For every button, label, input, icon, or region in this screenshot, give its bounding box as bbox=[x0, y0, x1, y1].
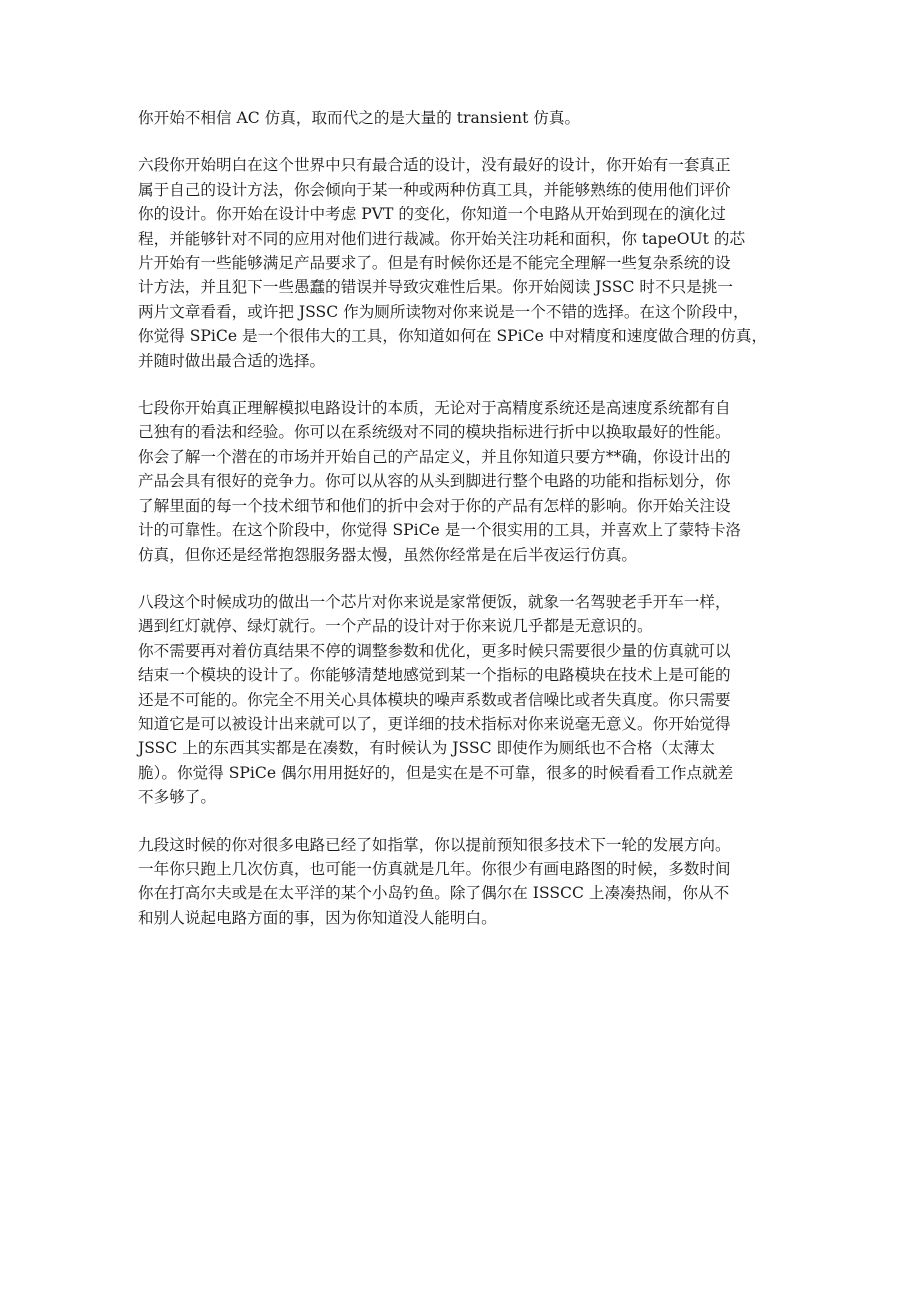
paragraph-ac-simulation: 你开始不相信 AC 仿真，取而代之的是大量的 transient 仿真。 bbox=[138, 109, 581, 127]
paragraph-level-six: 六段你开始明白在这个世界中只有最合适的设计，没有最好的设计，你开始有一套真正 属于自己的设计方法，你会倾向于某一种或两种仿真工具，并能够熟练的使用他们评价 你的设计。你开始在设计中考虑 PVT 的变化，你知道一个电路从开始到现在的演化过 程，并能够针对不同的应用对他们进行裁减。你开始关注功耗和面积，你 tapeOUt 的芯 片开始有一些能够满足产品要求了。但是有时候你还是不能完全理解一些复杂系统的设 计方法，并且犯下一些愚蠢的错误并导致灾难性后果。你开始阅读 JSSC 时不只是挑一 两片文章看看，或许把 JSSC 作为厕所读物对你来说是一个不错的选择。在这个阶段中， 你觉得 SPiCe 是一个很伟大的工具，你知道如何在 SPiCe 中对精度和速度做合理的仿真， 并随时做出最合适的选择。 bbox=[138, 156, 768, 370]
paragraph-level-nine: 九段这时候的你对很多电路已经了如指掌，你以提前预知很多技术下一轮的发展方向。 一年你只跑上几次仿真，也可能一仿真就是几年。你很少有画电路图的时候，多数时间 你在打高尔夫或是在太平洋的某个小岛钓鱼。除了偶尔在 ISSCC 上凑凑热闹，你从不 和别人说起电路方面的事，因为你知道没人能明白。 bbox=[138, 835, 731, 927]
paragraph-level-seven: 七段你开始真正理解模拟电路设计的本质，无论对于高精度系统还是高速度系统都有自 己独有的看法和经验。你可以在系统级对不同的模块指标进行折中以换取最好的性能。 你会了解一个潜在的市场并开始自己的产品定义，并且你知道只要方**确，你设计出的 产品会具有很好的竞争力。你可以从容的从头到脚进行整个电路的功能和指标划分，你 了解里面的每一个技术细节和他们的折中会对于你的产品有怎样的影响。你开始关注设 计的可靠性。在这个阶段中，你觉得 SPiCe 是一个很实用的工具，并喜欢上了蒙特卡洛 仿真，但你还是经常抱怨服务器太慢，虽然你经常是在后半夜运行仿真。 bbox=[138, 399, 742, 564]
paragraph-level-eight: 八段这个时候成功的做出一个芯片对你来说是家常便饭，就象一名驾驶老手开车一样， 遇到红灯就停、绿灯就行。一个产品的设计对于你来说几乎都是无意识的。 你不需要再对着仿真结果不停的调整参数和优化，更多时候只需要很少量的仿真就可以 结束一个模块的设计了。你能够清楚地感觉到某一个指标的电路模块在技术上是可能的 还是不可能的。你完全不用关心具体模块的噪声系数或者信噪比或者失真度。你只需要 知道它是可以被设计出来就可以了，更详细的技术指标对你来说毫无意义。你开始觉得 JSSC 上的东西其实都是在凑数，有时候认为 JSSC 即使作为厕纸也不合格（太薄太 脆）。你觉得 SPiCe 偶尔用用挺好的，但是实在是不可靠，很多的时候看看工作点就差 不多够了。 bbox=[138, 592, 734, 807]
document-body bbox=[138, 106, 798, 930]
